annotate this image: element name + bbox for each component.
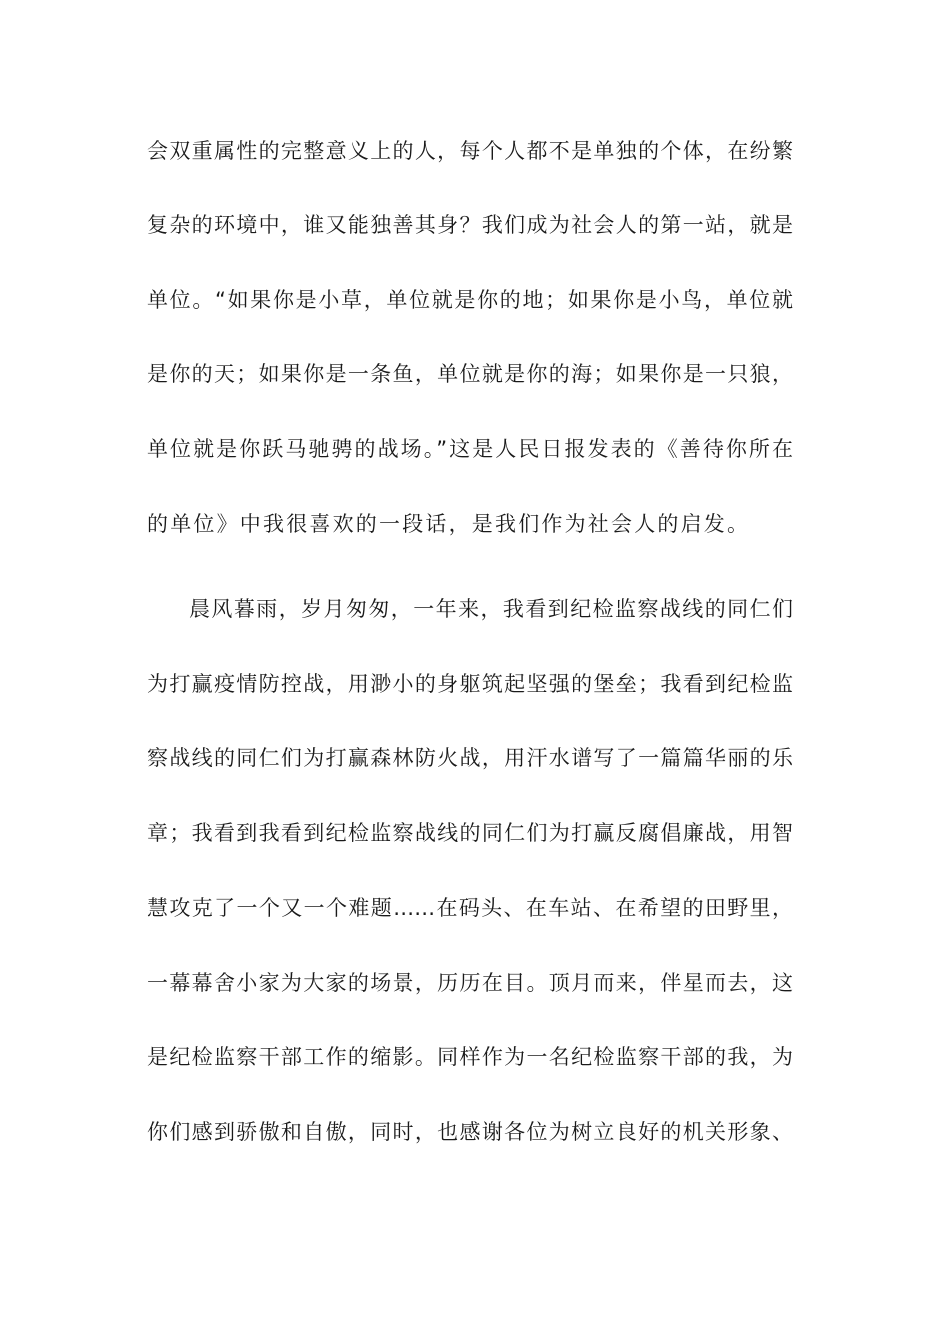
text-line: 慧攻克了一个又一个难题……在码头、在车站、在希望的田野里， (147, 896, 793, 920)
text-line: 是你的天；如果你是一条鱼，单位就是你的海；如果你是一只狼， (147, 362, 793, 386)
text-line: 你们感到骄傲和自傲，同时，也感谢各位为树立良好的机关形象、 (147, 1120, 793, 1144)
text-line: 单位就是你跃马驰骋的战场。”这是人民日报发表的《善待你所在 (147, 437, 793, 461)
text-line: 一幕幕舍小家为大家的场景，历历在目。顶月而来，伴星而去，这 (147, 971, 793, 995)
text-line: 晨风暮雨，岁月匆匆，一年来，我看到纪检监察战线的同仁们 (189, 597, 793, 621)
text-line: 章；我看到我看到纪检监察战线的同仁们为打赢反腐倡廉战，用智 (147, 821, 793, 845)
text-line: 单位。“如果你是小草，单位就是你的地；如果你是小鸟，单位就 (147, 288, 793, 312)
text-line: 复杂的环境中，谁又能独善其身？我们成为社会人的第一站，就是 (147, 213, 793, 237)
text-line: 为打赢疫情防控战，用渺小的身躯筑起坚强的堡垒；我看到纪检监 (147, 672, 793, 696)
text-line: 是纪检监察干部工作的缩影。同样作为一名纪检监察干部的我，为 (147, 1045, 793, 1069)
text-line: 察战线的同仁们为打赢森林防火战，用汗水谱写了一篇篇华丽的乐 (147, 746, 793, 770)
text-line: 会双重属性的完整意义上的人，每个人都不是单独的个体，在纷繁 (147, 139, 793, 163)
text-line: 的单位》中我很喜欢的一段话，是我们作为社会人的启发。 (147, 512, 751, 536)
